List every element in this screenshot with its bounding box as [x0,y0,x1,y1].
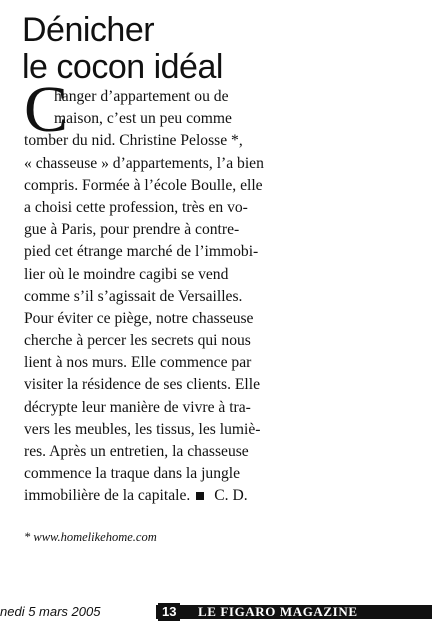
headline-line-1: Dénicher [22,11,155,49]
article-line: commence la traque dans la jungle [24,465,241,483]
article-line: compris. Formée à l’école Boulle, elle [24,176,263,194]
article-line: vers les meubles, les tissus, les lumiè- [24,420,261,438]
article-line: lier où le moindre cagibi se vend [24,265,229,283]
article-line: maison, c’est un peu comme [54,110,232,128]
page-footer [0,603,432,621]
end-mark-square [196,492,204,500]
article-line: a choisi cette profession, très en vo- [24,198,248,216]
article-line: res. Après un entretien, la chasseuse [24,443,249,460]
article-last-line [24,485,314,507]
article-line: Pour éviter ce piège, notre chasseuse [24,309,254,327]
drop-cap: C [24,73,69,146]
page-number: 13 [158,603,180,621]
magazine-name: LE FIGARO MAGAZINE [198,604,358,619]
issue-date: nedi 5 mars 2005 [0,604,101,619]
article-line: hanger d’appartement ou de [54,88,229,105]
article-line: tomber du nid. Christine Pelosse *, [24,132,243,150]
article-line: comme s’il s’agissait de Versailles. [24,287,243,305]
headline-line-2: le cocon idéal [22,48,223,86]
footnote-website: * www.homelikehome.com [24,530,157,544]
article-line-text: immobilière de la capitale. [24,487,191,505]
article-headline [22,12,422,86]
article-line: « chasseuse » d’appartements, l’a bien [24,154,264,172]
author-initials: C. D. [214,487,248,505]
article-line: lient à nos murs. Elle commence par [24,354,252,372]
article-body [24,73,314,508]
article-line: décrypte leur manière de vivre à tra- [24,398,251,416]
article-line: visiter la résidence de ses clients. Elle [24,376,260,394]
article-line: pied cet étrange marché de l’immobi- [24,243,259,261]
article-line: cherche à percer les secrets qui nous [24,332,251,350]
article-line: gue à Paris, pour prendre à contre- [24,221,240,239]
